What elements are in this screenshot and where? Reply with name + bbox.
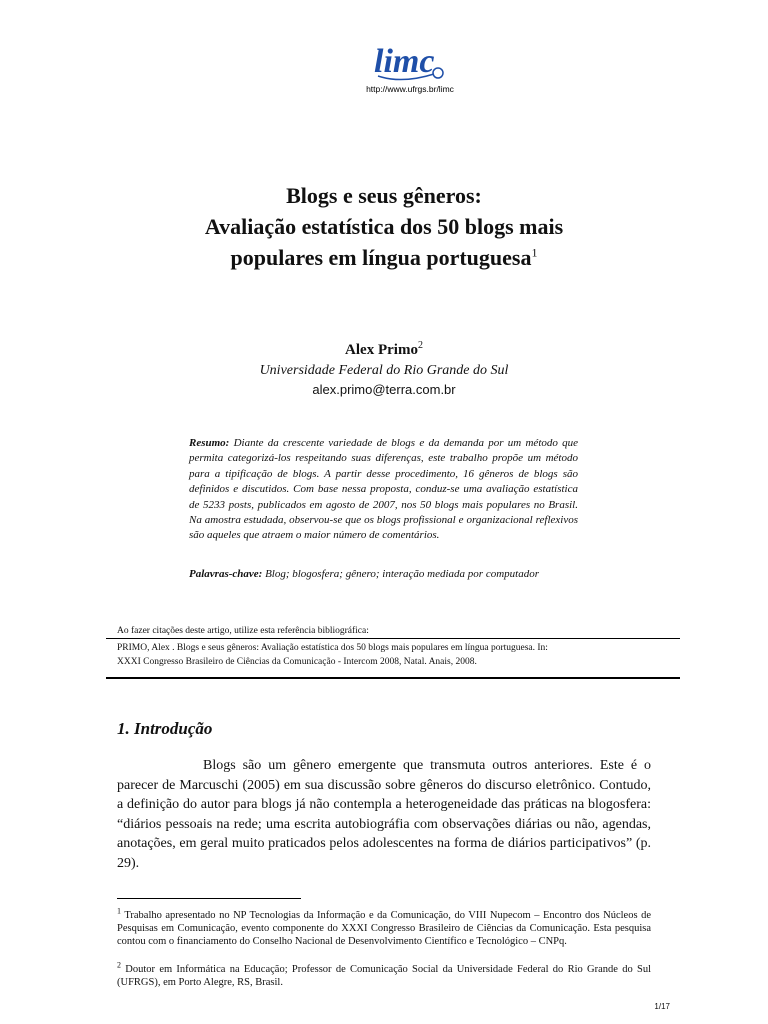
citation-line-2: XXXI Congresso Brasileiro de Ciências da Comunicação - Intercom 2008, Natal. Anais, 2008. [117, 657, 477, 667]
footnote-2 [117, 960, 652, 989]
title-line-2: Avaliação estatística dos 50 blogs mais [204, 214, 564, 239]
author-affiliation: Universidade Federal do Rio Grande do Sul [259, 363, 509, 378]
title-line-3: populares em língua portuguesa [230, 245, 532, 270]
footnote-rule [117, 898, 301, 899]
author-footnote-mark: 2 [417, 340, 423, 351]
citation-rule-top [106, 638, 680, 639]
citation-line-1: PRIMO, Alex . Blogs e seus gêneros: Avaliação estatística dos 50 blogs mais populares em língua portuguesa. In: [117, 643, 548, 653]
footnote-1-text: Trabalho apresentado no NP Tecnologias da Informação e da Comunicação, do VIII Nupecom – Encontro dos Núcleos de Pesquisas em Comunicação, evento componente do XXXI Congresso Brasileiro de Ciências da Comunicação. Esta pesquisa contou com o financiamento do Conselho Nacional de Desenvolvimento Científico e Tecnológico – CNPq. [117, 910, 651, 948]
author-email[interactable]: alex.primo@terra.com.br [312, 382, 456, 397]
author-name: Alex Primo [345, 342, 418, 358]
limc-logo [372, 40, 450, 86]
title-line-1: Blogs e seus gêneros: [286, 183, 482, 208]
citation-label: Ao fazer citações deste artigo, utilize esta referência bibliográfica: [117, 626, 369, 636]
body-paragraph: Blogs são um gênero emergente que transmuta outros anteriores. Este é o parecer de Marcuschi (2005) em sua discussão sobre gêneros do discurso eletrônico. Contudo, a definição do autor para blogs já não contempla a heterogeneidade das práticas na blogosfera: “diários pessoais na rede; uma escrita autobiográfia com observações diárias ou não, agendas, anotações, em geral muito praticados pelos adolescentes na forma de diários participativos” (p. 29). [117, 758, 651, 871]
abstract [189, 436, 578, 544]
abstract-label: Resumo: [189, 437, 230, 449]
section-heading: 1. Introdução [117, 719, 213, 738]
footnote-1-mark: 1 [117, 906, 121, 916]
page-number: 1/17 [654, 1002, 670, 1011]
footnote-1 [117, 906, 651, 949]
logo-text: limc [374, 43, 435, 80]
title-footnote-mark: 1 [531, 245, 538, 260]
abstract-text: Diante da crescente variedade de blogs e da demanda por um método que permita categorizá-los respeitando suas diferenças, este trabalho propõe um método para a tipificação de blogs. A partir desse procedimento, 16 gêneros de blogs são definidos e discutidos. Com base nessa proposta, conduz-se uma avaliação estatística de 5233 posts, publicados em agosto de 2007, nos 50 blogs mais populares no Brasil. Na amostra estudada, observou-se que os blogs profissional e organizacional reflexivos são aqueles que atraem o maior número de comentários. [189, 437, 578, 542]
footnote-2-mark: 2 [117, 960, 121, 970]
citation-reference [117, 641, 677, 669]
keywords-text: Blog; blogosfera; gênero; interação mediada por computador [265, 568, 540, 580]
keywords-label: Palavras-chave: [189, 568, 263, 580]
author-name-block [234, 342, 534, 359]
keywords [189, 567, 578, 582]
logo-url[interactable]: http://www.ufrgs.br/limc [366, 84, 454, 94]
paper-title [60, 180, 708, 273]
footnote-2-text: Doutor em Informática na Educação; Professor de Comunicação Social da Universidade Federal do Rio Grande do Sul (UFRGS), em Porto Alegre, RS, Brasil. [117, 964, 652, 989]
citation-rule-bottom [106, 677, 680, 679]
